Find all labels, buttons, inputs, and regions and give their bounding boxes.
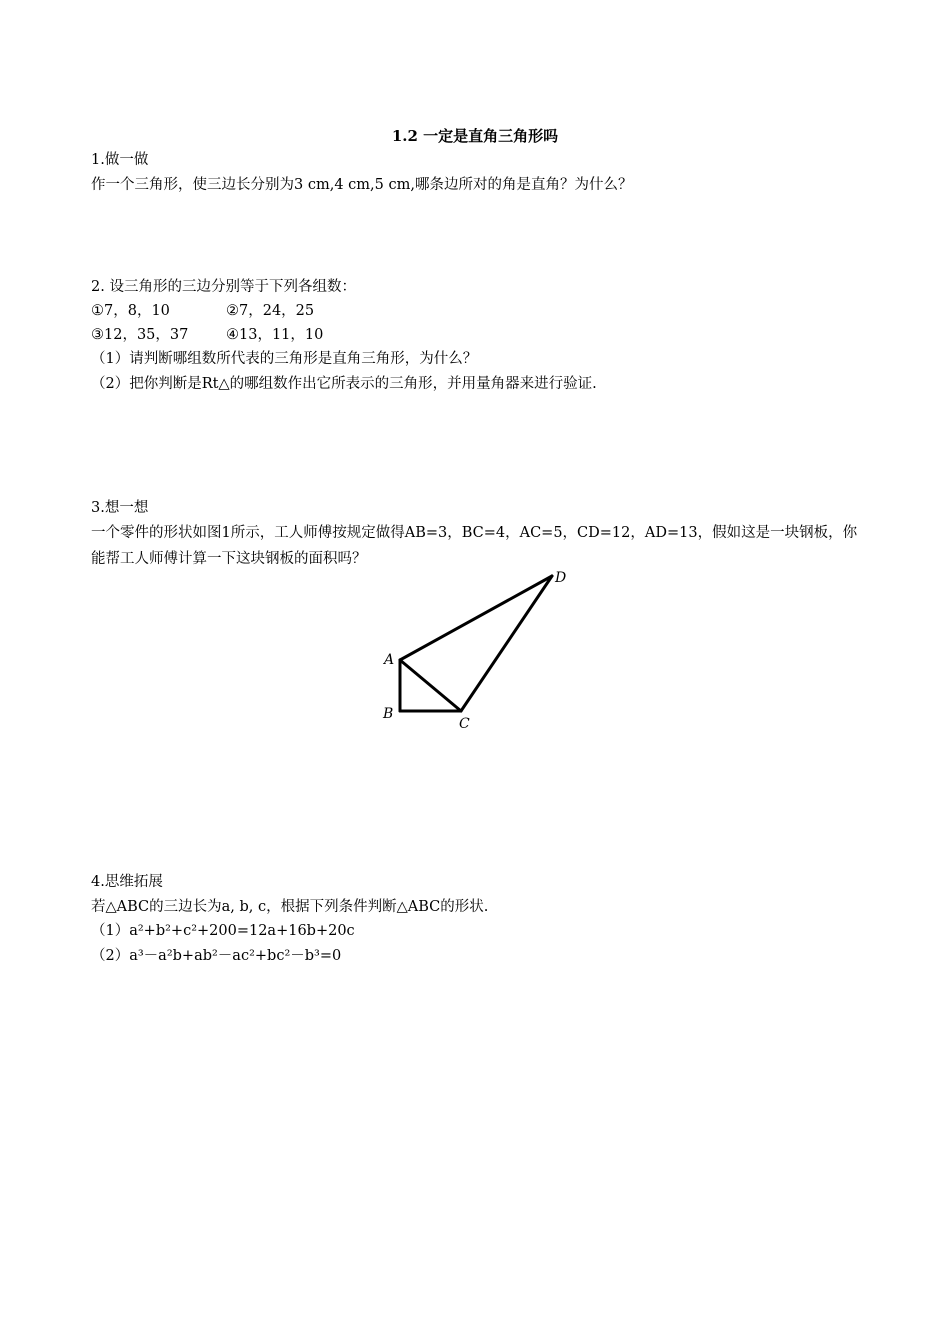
q2-option-3: ③12，35，37 [91, 327, 189, 343]
figure-1-quadrilateral [370, 560, 590, 735]
q1-heading: 1.做一做 [91, 152, 149, 168]
vertex-label-b: B [383, 706, 394, 722]
q2-option-4: ④13，11，10 [226, 327, 324, 343]
q2-options-row-1 [91, 301, 314, 321]
q2-subquestion-1: （1）请判断哪组数所代表的三角形是直角三角形，为什么？ [91, 351, 478, 367]
q3-heading: 3.想一想 [91, 500, 149, 516]
q3-text-line-2: 能帮工人师傅计算一下这块钢板的面积吗？ [91, 551, 367, 567]
q4-heading: 4.思维拓展 [91, 874, 163, 890]
q4-subquestion-1: （1）a²+b²+c²+200=12a+16b+20c [91, 923, 355, 939]
segment-ac [400, 660, 461, 711]
q2-option-2: ②7，24，25 [226, 303, 315, 319]
q2-option-1: ①7，8，10 [91, 303, 170, 319]
q4-intro: 若△ABC的三边长为a, b, c，根据下列条件判断△ABC的形状. [91, 899, 489, 915]
q1-text: 作一个三角形，使三边长分别为3 cm,4 cm,5 cm,哪条边所对的角是直角？为什么？ [91, 177, 633, 193]
vertex-label-d: D [555, 570, 567, 586]
q2-subquestion-2: （2）把你判断是Rt△的哪组数作出它所表示的三角形，并用量角器来进行验证. [91, 376, 597, 392]
q4-subquestion-2: （2）a³－a²b+ab²－ac²+bc²－b³=0 [91, 948, 342, 964]
segment-ad [400, 576, 552, 660]
vertex-label-a: A [384, 652, 395, 668]
q3-text-line-1: 一个零件的形状如图1所示，工人师傅按规定做得AB=3，BC=4，AC=5，CD=12，AD=13，假如这是一块钢板，你 [91, 525, 858, 541]
vertex-label-c: C [459, 716, 470, 732]
q2-options-row-2 [91, 325, 323, 345]
q2-heading: 2. 设三角形的三边分别等于下列各组数： [91, 279, 356, 295]
page-title: 1.2 一定是直角三角形吗 [391, 127, 559, 145]
segment-cd [461, 576, 552, 711]
